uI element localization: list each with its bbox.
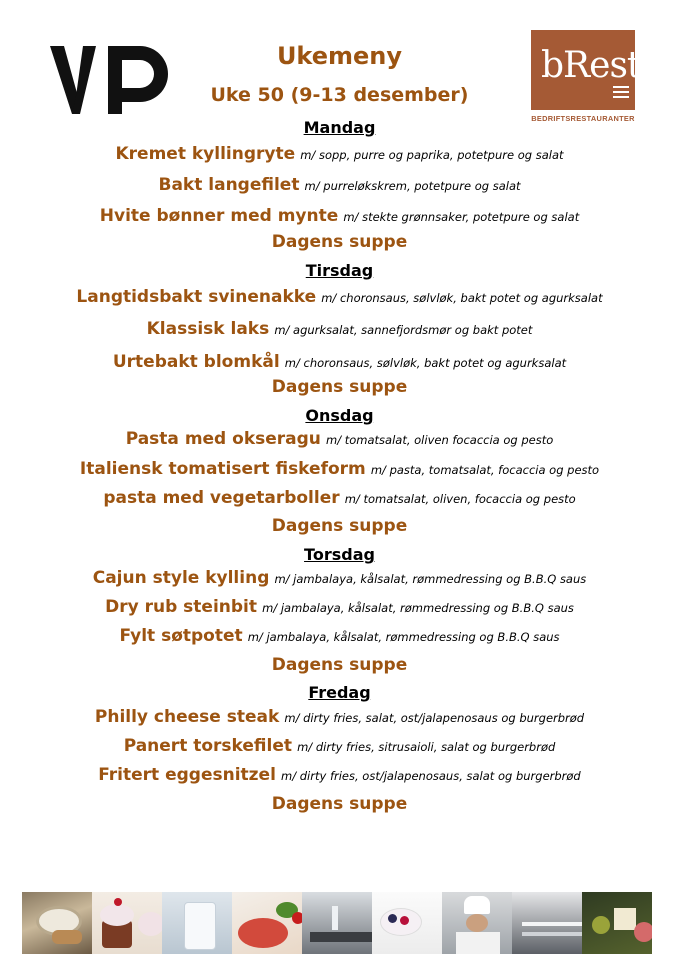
menu-item [0,206,679,226]
dish-name: Italiensk tomatisert fiskeform [79,459,366,479]
dish-name: Urtebakt blomkål [112,352,280,372]
dish-description: m/ dirty fries, ost/jalapenosaus, salat og burgerbrød [281,769,581,783]
photo-dining-table [302,892,372,954]
dish-description: m/ choronsaus, sølvløk, bakt potet og agurksalat [284,356,567,370]
dish-description: m/ sopp, purre og paprika, potetpure og salat [300,148,564,162]
day-heading-fredag: Fredag [308,683,371,702]
dish-description: m/ jambalaya, kålsalat, rømmedressing og B.B.Q saus [262,601,574,615]
menu-item [0,459,679,479]
menu-item [0,287,679,307]
menu-item [0,144,679,164]
photo-cup [162,892,232,954]
soup-of-the-day: Dagens suppe [271,655,408,675]
photo-cheese-olives [582,892,652,954]
dish-description: m/ stekte grønnsaker, potetpure og salat [343,210,580,224]
food-photo-strip [22,892,652,954]
soup-of-the-day: Dagens suppe [271,794,408,814]
dish-name: pasta med vegetarboller [103,488,340,508]
dish-description: m/ tomatsalat, oliven focaccia og pesto [326,433,554,447]
menu-item [0,429,679,449]
photo-chef [442,892,512,954]
photo-antipasti [232,892,302,954]
photo-cutlery [512,892,582,954]
dish-description: m/ dirty fries, sitrusaioli, salat og burgerbrød [297,740,556,754]
brest-logo-subtitle: BEDRIFTSRESTAURANTER [531,114,635,123]
menu-item [0,352,679,372]
day-heading-onsdag: Onsdag [305,406,374,425]
week-subtitle: Uke 50 (9-13 desember) [210,84,469,106]
brest-logo-text: bRest [541,45,641,86]
dish-description: m/ choronsaus, sølvløk, bakt potet og agurksalat [321,291,603,305]
dish-description: m/ tomatsalat, oliven, focaccia og pesto [344,492,576,506]
soup-of-the-day: Dagens suppe [271,377,408,397]
menu-item [0,175,679,195]
menu-item [0,488,679,508]
dish-description: m/ jambalaya, kålsalat, rømmedressing og B.B.Q saus [274,572,587,586]
menu-item [0,319,679,339]
dish-name: Dry rub steinbit [105,597,257,617]
dish-name: Cajun style kylling [92,568,270,588]
photo-cupcakes [92,892,162,954]
dish-description: m/ agurksalat, sannefjordsmør og bakt potet [274,323,533,337]
dish-description: m/ dirty fries, salat, ost/jalapenosaus og burgerbrød [284,711,585,725]
soup-of-the-day: Dagens suppe [271,516,408,536]
dish-description: m/ pasta, tomatsalat, focaccia og pesto [370,463,600,477]
menu-item [0,568,679,588]
photo-dessert-berries [372,892,442,954]
dish-name: Langtidsbakt svinenakke [76,287,317,307]
dish-name: Panert torskefilet [123,736,293,756]
dish-name: Bakt langefilet [158,175,300,195]
menu-item [0,597,679,617]
dish-description: m/ jambalaya, kålsalat, rømmedressing og B.B.Q saus [247,630,560,644]
dish-description: m/ purreløkskrem, potetpure og salat [304,179,521,193]
dish-name: Klassisk laks [146,319,270,339]
menu-item [0,765,679,785]
soup-of-the-day: Dagens suppe [271,232,408,252]
dish-name: Hvite bønner med mynte [99,206,339,226]
dish-name: Pasta med okseragu [125,429,321,449]
page-title: Ukemeny [276,42,403,70]
menu-item [0,707,679,727]
menu-item [0,736,679,756]
day-heading-mandag: Mandag [303,118,376,137]
day-heading-torsdag: Torsdag [304,545,375,564]
dish-name: Fritert eggesnitzel [98,765,276,785]
dish-name: Kremet kyllingryte [115,144,296,164]
menu-item [0,626,679,646]
dish-name: Philly cheese steak [94,707,280,727]
photo-bread-dip [22,892,92,954]
dish-name: Fylt søtpotet [119,626,243,646]
day-heading-tirsdag: Tirsdag [305,261,374,280]
